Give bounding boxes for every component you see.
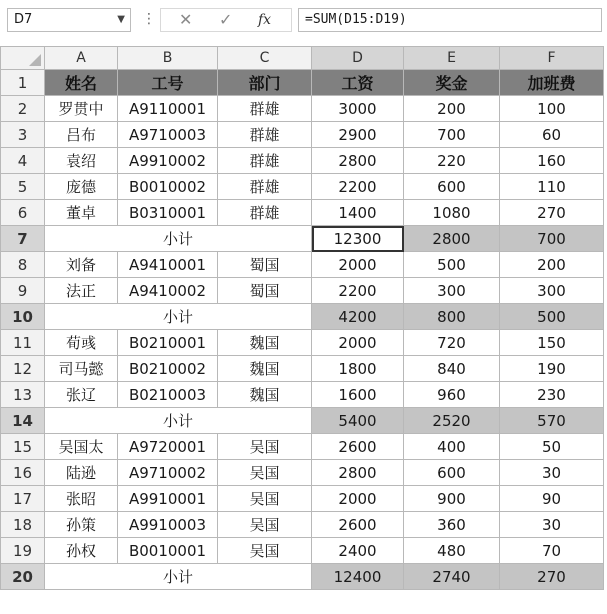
bonus-cell[interactable]: 900 xyxy=(404,486,500,512)
subtotal-label-cell[interactable]: 小计 xyxy=(45,304,312,330)
name-cell[interactable]: 罗贯中 xyxy=(45,96,118,122)
bonus-cell[interactable]: 840 xyxy=(404,356,500,382)
select-all-icon xyxy=(29,54,41,66)
header-cell-name[interactable]: 姓名 xyxy=(45,70,118,96)
name-cell[interactable]: 张昭 xyxy=(45,486,118,512)
overtime-cell[interactable]: 270 xyxy=(500,200,604,226)
department-cell[interactable]: 魏国 xyxy=(218,382,312,408)
salary-cell[interactable]: 2200 xyxy=(312,278,404,304)
table-row xyxy=(1,486,604,512)
row-header[interactable]: 7 xyxy=(1,226,45,252)
overtime-cell[interactable]: 300 xyxy=(500,278,604,304)
department-cell[interactable]: 群雄 xyxy=(218,200,312,226)
row-header[interactable]: 9 xyxy=(1,278,45,304)
department-cell[interactable]: 群雄 xyxy=(218,148,312,174)
subtotal-row xyxy=(1,304,604,330)
row-header[interactable]: 6 xyxy=(1,200,45,226)
row-header[interactable]: 5 xyxy=(1,174,45,200)
select-all-corner[interactable] xyxy=(1,47,45,70)
department-cell[interactable]: 蜀国 xyxy=(218,278,312,304)
bonus-cell[interactable]: 400 xyxy=(404,434,500,460)
name-cell[interactable]: 吴国太 xyxy=(45,434,118,460)
name-cell[interactable]: 荀彧 xyxy=(45,330,118,356)
subtotal-overtime-cell[interactable]: 500 xyxy=(500,304,604,330)
subtotal-row xyxy=(1,226,604,252)
salary-cell[interactable]: 2800 xyxy=(312,460,404,486)
salary-cell[interactable]: 2000 xyxy=(312,330,404,356)
column-header-row xyxy=(1,47,604,70)
overtime-cell[interactable]: 190 xyxy=(500,356,604,382)
overtime-cell[interactable]: 50 xyxy=(500,434,604,460)
salary-cell[interactable]: 2200 xyxy=(312,174,404,200)
active-cell[interactable]: 12300 xyxy=(312,226,404,252)
row-header[interactable]: 13 xyxy=(1,382,45,408)
header-cell-dept[interactable]: 部门 xyxy=(218,70,312,96)
overtime-cell[interactable]: 150 xyxy=(500,330,604,356)
employee-id-cell[interactable]: A9410002 xyxy=(118,278,218,304)
bonus-cell[interactable]: 600 xyxy=(404,174,500,200)
name-cell[interactable]: 法正 xyxy=(45,278,118,304)
employee-id-cell[interactable]: A9910003 xyxy=(118,512,218,538)
bonus-cell[interactable]: 960 xyxy=(404,382,500,408)
row-header[interactable]: 15 xyxy=(1,434,45,460)
subtotal-bonus-cell[interactable]: 2800 xyxy=(404,226,500,252)
employee-id-cell[interactable]: B0010001 xyxy=(118,538,218,564)
table-row xyxy=(1,434,604,460)
header-cell-id[interactable]: 工号 xyxy=(118,70,218,96)
salary-cell[interactable]: 2800 xyxy=(312,148,404,174)
subtotal-label-cell[interactable]: 小计 xyxy=(45,408,312,434)
bonus-cell[interactable]: 1080 xyxy=(404,200,500,226)
salary-cell[interactable]: 2900 xyxy=(312,122,404,148)
column-header-f[interactable]: F xyxy=(500,47,604,70)
salary-cell[interactable]: 2400 xyxy=(312,538,404,564)
salary-cell[interactable]: 1800 xyxy=(312,356,404,382)
bonus-cell[interactable]: 300 xyxy=(404,278,500,304)
row-header[interactable]: 2 xyxy=(1,96,45,122)
employee-id-cell[interactable]: A9110001 xyxy=(118,96,218,122)
row-header[interactable]: 1 xyxy=(1,70,45,96)
insert-function-icon[interactable]: fx xyxy=(258,12,272,28)
table-row xyxy=(1,512,604,538)
table-row xyxy=(1,356,604,382)
salary-cell[interactable]: 2000 xyxy=(312,486,404,512)
department-cell[interactable]: 群雄 xyxy=(218,174,312,200)
formula-bar xyxy=(0,0,607,40)
table-row xyxy=(1,538,604,564)
name-cell[interactable]: 张辽 xyxy=(45,382,118,408)
employee-id-cell[interactable]: A9710002 xyxy=(118,460,218,486)
department-cell[interactable]: 吴国 xyxy=(218,538,312,564)
employee-id-cell[interactable]: A9720001 xyxy=(118,434,218,460)
row-header[interactable]: 10 xyxy=(1,304,45,330)
table-row xyxy=(1,200,604,226)
subtotal-overtime-cell[interactable]: 700 xyxy=(500,226,604,252)
employee-id-cell[interactable]: B0010002 xyxy=(118,174,218,200)
column-header-b[interactable]: B xyxy=(118,47,218,70)
overtime-cell[interactable]: 100 xyxy=(500,96,604,122)
bonus-cell[interactable]: 220 xyxy=(404,148,500,174)
row-header[interactable]: 11 xyxy=(1,330,45,356)
table-row xyxy=(1,330,604,356)
table-row xyxy=(1,122,604,148)
header-cell-salary[interactable]: 工资 xyxy=(312,70,404,96)
overtime-cell[interactable]: 70 xyxy=(500,538,604,564)
name-box-value: D7 xyxy=(14,12,33,27)
department-cell[interactable]: 蜀国 xyxy=(218,252,312,278)
overtime-cell[interactable]: 90 xyxy=(500,486,604,512)
row-header[interactable]: 3 xyxy=(1,122,45,148)
table-row xyxy=(1,278,604,304)
name-cell[interactable]: 袁绍 xyxy=(45,148,118,174)
salary-cell[interactable]: 3000 xyxy=(312,96,404,122)
formula-input[interactable]: =SUM(D15:D19) xyxy=(298,8,602,32)
table-row xyxy=(1,382,604,408)
subtotal-label-cell[interactable]: 小计 xyxy=(45,226,312,252)
subtotal-bonus-cell[interactable]: 2520 xyxy=(404,408,500,434)
column-header-d[interactable]: D xyxy=(312,47,404,70)
chevron-down-icon[interactable]: ▼ xyxy=(117,14,125,25)
row-header[interactable]: 18 xyxy=(1,512,45,538)
row-header[interactable]: 16 xyxy=(1,460,45,486)
row-header[interactable]: 8 xyxy=(1,252,45,278)
department-cell[interactable]: 吴国 xyxy=(218,512,312,538)
employee-id-cell[interactable]: B0210002 xyxy=(118,356,218,382)
salary-cell[interactable]: 2000 xyxy=(312,252,404,278)
row-header[interactable]: 14 xyxy=(1,408,45,434)
subtotal-label-cell[interactable]: 小计 xyxy=(45,564,312,590)
subtotal-bonus-cell[interactable]: 800 xyxy=(404,304,500,330)
employee-id-cell[interactable]: B0210003 xyxy=(118,382,218,408)
table-header-row xyxy=(1,70,604,96)
name-box[interactable] xyxy=(7,8,131,32)
name-cell[interactable]: 孙权 xyxy=(45,538,118,564)
row-header[interactable]: 20 xyxy=(1,564,45,590)
formula-actions xyxy=(160,8,292,32)
department-cell[interactable]: 吴国 xyxy=(218,460,312,486)
row-header[interactable]: 19 xyxy=(1,538,45,564)
overtime-cell[interactable]: 60 xyxy=(500,122,604,148)
subtotal-overtime-cell[interactable]: 270 xyxy=(500,564,604,590)
salary-cell[interactable]: 2600 xyxy=(312,434,404,460)
bonus-cell[interactable]: 200 xyxy=(404,96,500,122)
name-cell[interactable]: 刘备 xyxy=(45,252,118,278)
column-header-a[interactable]: A xyxy=(45,47,118,70)
name-cell[interactable]: 司马懿 xyxy=(45,356,118,382)
column-header-e[interactable]: E xyxy=(404,47,500,70)
bonus-cell[interactable]: 500 xyxy=(404,252,500,278)
bonus-cell[interactable]: 360 xyxy=(404,512,500,538)
name-cell[interactable]: 董卓 xyxy=(45,200,118,226)
name-cell[interactable]: 庞德 xyxy=(45,174,118,200)
employee-id-cell[interactable]: B0210001 xyxy=(118,330,218,356)
spreadsheet-grid xyxy=(0,46,604,590)
overtime-cell[interactable]: 160 xyxy=(500,148,604,174)
salary-cell[interactable]: 2600 xyxy=(312,512,404,538)
subtotal-row xyxy=(1,408,604,434)
subtotal-salary-cell[interactable]: 5400 xyxy=(312,408,404,434)
cancel-icon[interactable]: ✕ xyxy=(179,10,193,29)
table-row xyxy=(1,148,604,174)
column-header-c[interactable]: C xyxy=(218,47,312,70)
row-header[interactable]: 4 xyxy=(1,148,45,174)
department-cell[interactable]: 魏国 xyxy=(218,356,312,382)
subtotal-salary-cell[interactable]: 4200 xyxy=(312,304,404,330)
bonus-cell[interactable]: 600 xyxy=(404,460,500,486)
name-cell[interactable]: 吕布 xyxy=(45,122,118,148)
overtime-cell[interactable]: 200 xyxy=(500,252,604,278)
table-row xyxy=(1,252,604,278)
subtotal-bonus-cell[interactable]: 2740 xyxy=(404,564,500,590)
overtime-cell[interactable]: 30 xyxy=(500,512,604,538)
name-cell[interactable]: 孙策 xyxy=(45,512,118,538)
subtotal-row xyxy=(1,564,604,590)
table-row xyxy=(1,96,604,122)
salary-cell[interactable]: 1400 xyxy=(312,200,404,226)
bonus-cell[interactable]: 480 xyxy=(404,538,500,564)
bonus-cell[interactable]: 720 xyxy=(404,330,500,356)
department-cell[interactable]: 群雄 xyxy=(218,122,312,148)
department-cell[interactable]: 吴国 xyxy=(218,434,312,460)
name-cell[interactable]: 陆逊 xyxy=(45,460,118,486)
employee-id-cell[interactable]: B0310001 xyxy=(118,200,218,226)
table-row xyxy=(1,174,604,200)
employee-id-cell[interactable]: A9410001 xyxy=(118,252,218,278)
overtime-cell[interactable]: 30 xyxy=(500,460,604,486)
salary-cell[interactable]: 1600 xyxy=(312,382,404,408)
overtime-cell[interactable]: 230 xyxy=(500,382,604,408)
bonus-cell[interactable]: 700 xyxy=(404,122,500,148)
overtime-cell[interactable]: 110 xyxy=(500,174,604,200)
employee-id-cell[interactable]: A9910002 xyxy=(118,148,218,174)
enter-icon[interactable]: ✓ xyxy=(219,10,233,29)
subtotal-salary-cell[interactable]: 12400 xyxy=(312,564,404,590)
department-cell[interactable]: 吴国 xyxy=(218,486,312,512)
employee-id-cell[interactable]: A9910001 xyxy=(118,486,218,512)
header-cell-bonus[interactable]: 奖金 xyxy=(404,70,500,96)
row-header[interactable]: 17 xyxy=(1,486,45,512)
subtotal-overtime-cell[interactable]: 570 xyxy=(500,408,604,434)
table-row xyxy=(1,460,604,486)
more-options-icon[interactable]: ⋮ xyxy=(142,11,156,27)
employee-id-cell[interactable]: A9710003 xyxy=(118,122,218,148)
row-header[interactable]: 12 xyxy=(1,356,45,382)
department-cell[interactable]: 魏国 xyxy=(218,330,312,356)
header-cell-overtime[interactable]: 加班费 xyxy=(500,70,604,96)
department-cell[interactable]: 群雄 xyxy=(218,96,312,122)
